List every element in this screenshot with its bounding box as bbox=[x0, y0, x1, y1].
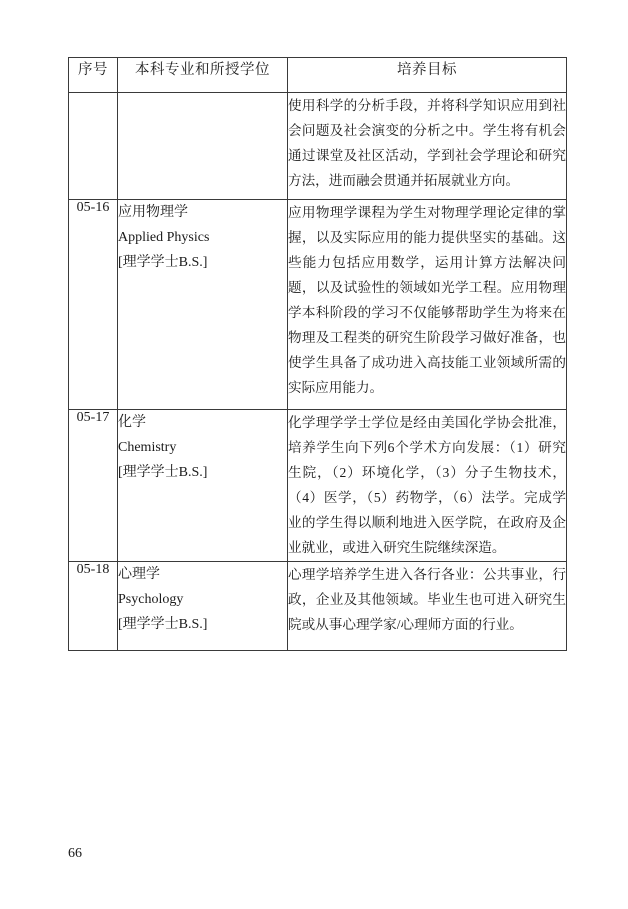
column-header-goal: 培养目标 bbox=[288, 58, 567, 93]
table-row bbox=[69, 93, 567, 200]
goal-text: 使用科学的分析手段，并将科学知识应用到社会问题及社会演变的分析之中。学生将有机会通过课堂及社区活动，学到社会学理论和研究方法，进而融会贯通并拓展就业方向。 bbox=[288, 98, 566, 188]
cell-goal bbox=[288, 410, 567, 562]
page-number: 66 bbox=[68, 846, 82, 861]
cell-serial-number bbox=[69, 93, 118, 200]
column-header-major: 本科专业和所授学位 bbox=[118, 58, 288, 93]
table-row bbox=[69, 562, 567, 651]
cell-serial-number: 05-16 bbox=[69, 200, 118, 410]
column-header-no: 序号 bbox=[69, 58, 118, 93]
majors-table bbox=[68, 57, 567, 651]
table-row bbox=[69, 410, 567, 562]
major-degree: [理学学士B.S.] bbox=[118, 465, 208, 480]
cell-major bbox=[118, 93, 288, 200]
major-name-en: Applied Physics bbox=[118, 230, 210, 245]
major-degree: [理学学士B.S.] bbox=[118, 617, 208, 632]
cell-major bbox=[118, 410, 288, 562]
goal-text: 化学理学学士学位是经由美国化学协会批准，培养学生向下列6个学术方向发展：（1）研究生院，（2）环境化学，（3）分子生物技术，（4）医学，（5）药物学，（6）法学。完成学业的学生得以顺利地进入医学院，在政府及企业就业，或进入研究生院继续深造。 bbox=[288, 415, 566, 555]
major-name-en: Chemistry bbox=[118, 440, 177, 455]
major-degree: [理学学士B.S.] bbox=[118, 255, 208, 270]
major-name-en: Psychology bbox=[118, 592, 184, 607]
cell-serial-number: 05-17 bbox=[69, 410, 118, 562]
table-row bbox=[69, 200, 567, 410]
major-name-cn: 应用物理学 bbox=[118, 205, 188, 220]
cell-goal bbox=[288, 562, 567, 651]
goal-text: 应用物理学课程为学生对物理学理论定律的掌握，以及实际应用的能力提供坚实的基础。这些能力包括应用数学，运用计算方法解决问题，以及试验性的领域如光学工程。应用物理学本科阶段的学习不仅能够帮助学生为将来在物理及工程类的研究生阶段学习做好准备，也使学生具备了成功进入高技能工业领域所需的实际应用能力。 bbox=[288, 205, 566, 395]
cell-serial-number: 05-18 bbox=[69, 562, 118, 651]
cell-major bbox=[118, 562, 288, 651]
cell-major bbox=[118, 200, 288, 410]
goal-text: 心理学培养学生进入各行各业：公共事业，行政，企业及其他领域。毕业生也可进入研究生院或从事心理学家/心理师方面的行业。 bbox=[288, 567, 566, 632]
cell-goal bbox=[288, 93, 567, 200]
major-name-cn: 化学 bbox=[118, 415, 146, 430]
table-header-row bbox=[69, 58, 567, 93]
major-name-cn: 心理学 bbox=[118, 567, 160, 582]
cell-goal bbox=[288, 200, 567, 410]
